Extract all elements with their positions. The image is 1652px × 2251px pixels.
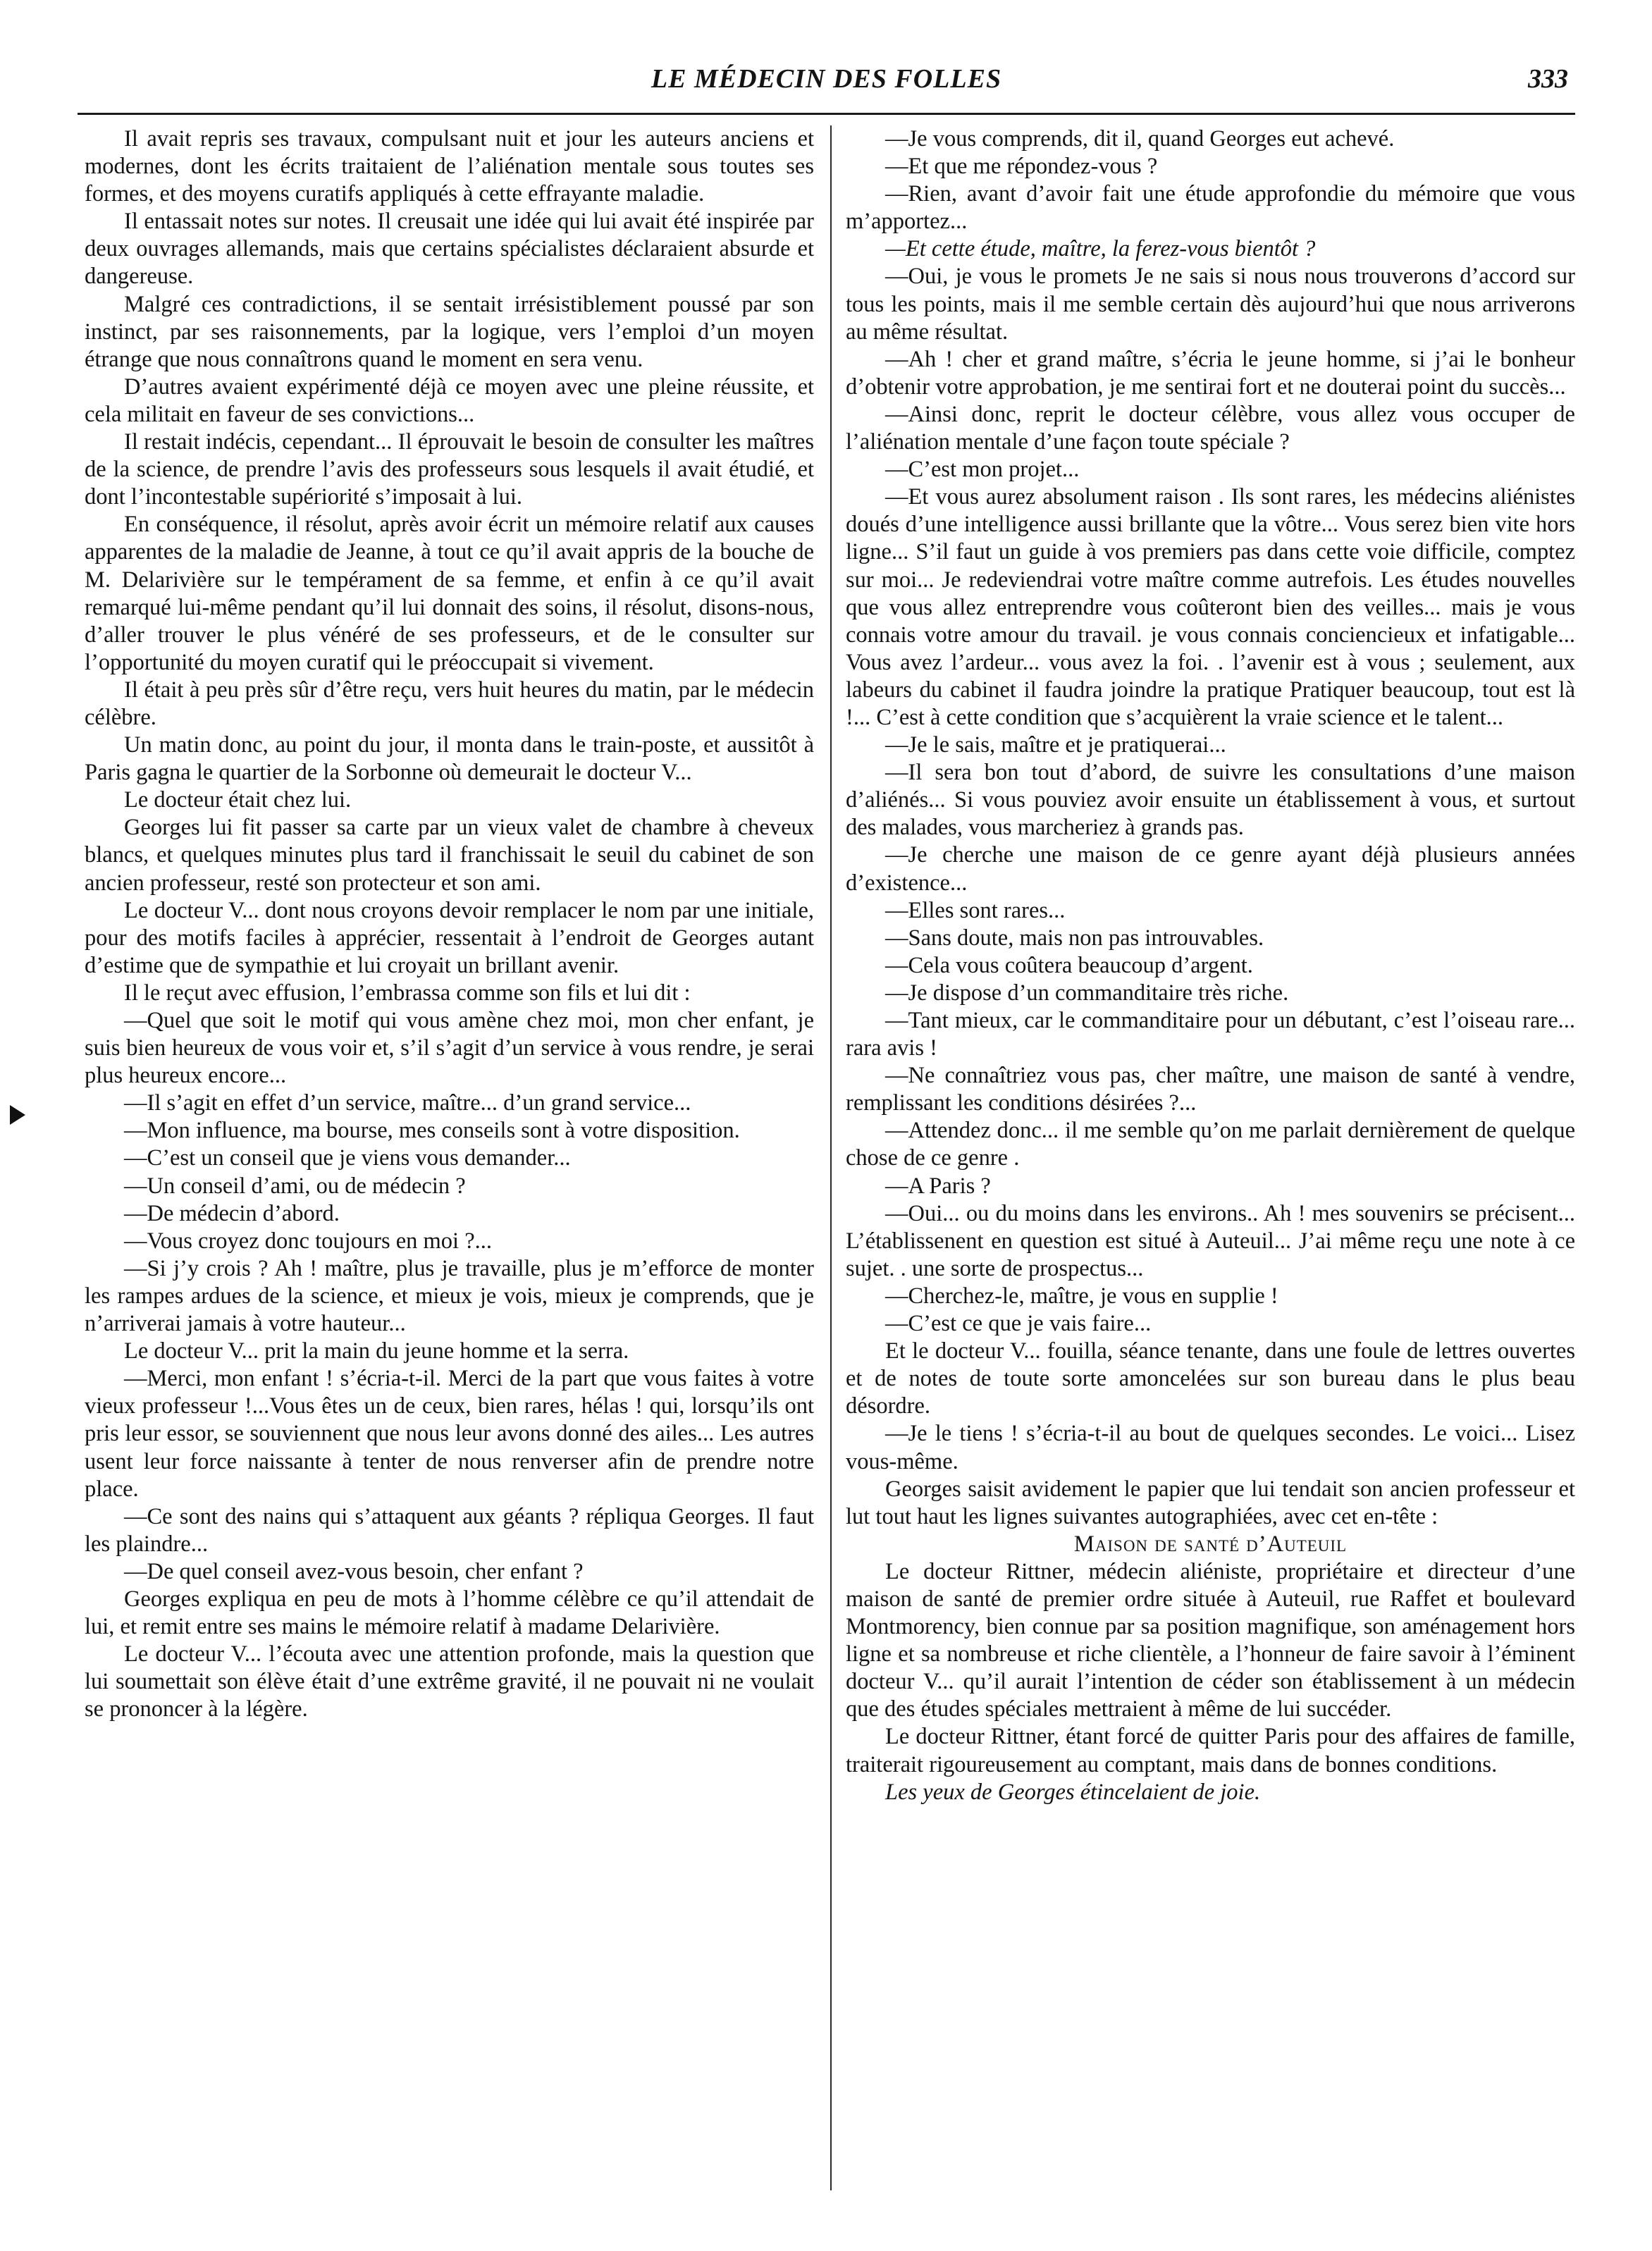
- paragraph: —Oui... ou du moins dans les environs.. Ah ! mes souvenirs se précisent... L’établissenent en question est situé à Auteuil... J’ai même reçu une note à ce sujet. . une sorte de prospectus...: [846, 1200, 1575, 1281]
- left-text-column: [85, 125, 814, 1723]
- paragraph: Georges expliqua en peu de mots à l’homme célèbre ce qu’il attendait de lui, et remit entre ses mains le mémoire relatif à madame Delarivière.: [85, 1586, 814, 1640]
- paragraph: Il avait repris ses travaux, compulsant nuit et jour les auteurs anciens et modernes, dont les écrits traitaient de l’aliénation mentale sous toutes ses formes, et des moyens curatifs appliqués à cette effrayante maladie.: [85, 126, 814, 207]
- paragraph: Le docteur V... dont nous croyons devoir remplacer le nom par une initiale, pour des motifs faciles à apprécier, ressentait à l’endroit de Georges autant d’estime que de sympathie et lui croyait un brillant avenir.: [85, 897, 814, 978]
- column-divider: [830, 125, 832, 2190]
- paragraph: Il restait indécis, cependant... Il éprouvait le besoin de consulter les maîtres de la science, de prendre l’avis des professeurs sous lesquels il avait étudié, et dont l’incontestable supériorité s’imposait à lui.: [85, 429, 814, 510]
- paragraph: —Un conseil d’ami, ou de médecin ?: [124, 1173, 466, 1199]
- paragraph: Le docteur V... prit la main du jeune homme et la serra.: [124, 1338, 629, 1364]
- paragraph: Georges saisit avidement le papier que lui tendait son ancien professeur et lut tout haut les lignes suivantes autographiées, avec cet en-tête :: [846, 1476, 1575, 1529]
- paragraph: —Ainsi donc, reprit le docteur célèbre, vous allez vous occuper de l’aliénation mentale d’une façon toute spéciale ?: [846, 401, 1575, 455]
- paragraph: —Je cherche une maison de ce genre ayant déjà plusieurs années d’existence...: [846, 842, 1575, 896]
- paragraph: —Vous croyez donc toujours en moi ?...: [124, 1228, 493, 1254]
- paragraph: Les yeux de Georges étincelaient de joie.: [885, 1779, 1261, 1805]
- paragraph: Malgré ces contradictions, il se sentait irrésistiblement poussé par son instinct, par ses raisonnements, par la logique, vers l’emploi d’un moyen étrange que nous connaîtrons quand le moment en sera venu.: [85, 291, 814, 372]
- paragraph: —Je le tiens ! s’écria-t-il au bout de quelques secondes. Le voici... Lisez vous-même.: [846, 1421, 1575, 1474]
- paragraph: —A Paris ?: [885, 1173, 991, 1199]
- paragraph: Le docteur Rittner, médecin aliéniste, propriétaire et directeur d’une maison de santé de premier ordre située à Auteuil, rue Raffet et boulevard Montmorency, bien connue par sa position magnifique, son aménagement hors ligne et sa nombreuse et riche clientèle, a l’honneur de faire savoir à l’éminent docteur V... qu’il aurait l’intention de céder son établissement à un médecin que des études spéciales mettraient à même de lui succéder.: [846, 1558, 1575, 1722]
- paragraph: —Et que me répondez-vous ?: [885, 154, 1158, 180]
- paragraph: En conséquence, il résolut, après avoir écrit un mémoire relatif aux causes apparentes de la maladie de Jeanne, à tout ce qu’il avait appris de la bouche de M. Delarivière sur le tempérament de sa femme, et enfin à ce qu’il avait remarqué lui-même pendant qu’il lui donnait des soins, il résolut, disons-nous, d’aller trouver le plus vénéré de ses professeurs, et de le consulter sur l’opportunité du moyen curatif qui le préoccupait si vivement.: [85, 512, 814, 675]
- paragraph: —Ce sont des nains qui s’attaquent aux géants ? répliqua Georges. Il faut les plaindre...: [85, 1503, 814, 1557]
- paragraph: —Cela vous coûtera beaucoup d’argent.: [885, 952, 1253, 978]
- paragraph: —Je dispose d’un commanditaire très riche.: [885, 980, 1289, 1006]
- paragraph: —Merci, mon enfant ! s’écria-t-il. Merci de la part que vous faites à votre vieux professeur !...Vous êtes un de ceux, bien rares, hélas ! qui, lorsqu’ils ont pris leur essor, se souviennent que nous leur avons donné des ailes... Les autres usent leur force naissante à tenter de nous renverser afin de prendre notre place.: [85, 1366, 814, 1502]
- paragraph: Maison de santé d’Auteuil: [1073, 1531, 1348, 1557]
- page-header: [78, 63, 1575, 115]
- paragraph: —Attendez donc... il me semble qu’on me parlait dernièrement de quelque chose de ce genre .: [846, 1118, 1575, 1171]
- paragraph: D’autres avaient expérimenté déjà ce moyen avec une pleine réussite, et cela militait en faveur de ses convictions...: [85, 374, 814, 427]
- paragraph: Et le docteur V... fouilla, séance tenante, dans une foule de lettres ouvertes et de notes de toute sorte amoncelées sur son bureau dans le plus beau désordre.: [846, 1338, 1575, 1419]
- running-title: LE MÉDECIN DES FOLLES: [651, 64, 1002, 94]
- paragraph: —Et cette étude, maître, la ferez-vous bientôt ?: [885, 236, 1316, 262]
- paragraph: Georges lui fit passer sa carte par un vieux valet de chambre à cheveux blancs, et quelques minutes plus tard il franchissait le seuil du cabinet de son ancien professeur, resté son protecteur et son ami.: [85, 815, 814, 896]
- paragraph: Un matin donc, au point du jour, il monta dans le train-poste, et aussitôt à Paris gagna le quartier de la Sorbonne où demeurait le docteur V...: [85, 732, 814, 786]
- page-number: 333: [1528, 64, 1568, 94]
- paragraph: —C’est ce que je vais faire...: [885, 1311, 1152, 1337]
- margin-pointer-mark: [10, 1105, 25, 1125]
- paragraph: Il entassait notes sur notes. Il creusait une idée qui lui avait été inspirée par deux ouvrages allemands, mais que certains spécialistes déclaraient absurde et dangereuse.: [85, 209, 814, 290]
- paragraph: —Quel que soit le motif qui vous amène chez moi, mon cher enfant, je suis bien heureux de vous voir et, s’il s’agit d’un service à vous rendre, je serai plus heureux encore...: [85, 1008, 814, 1089]
- paragraph: —Oui, je vous le promets Je ne sais si nous nous trouverons d’accord sur tous les points, mais il me semble certain dès aujourd’hui que nous arriverons au même résultat.: [846, 264, 1575, 345]
- paragraph: —Il s’agit en effet d’un service, maître... d’un grand service...: [124, 1090, 691, 1116]
- paragraph: —Rien, avant d’avoir fait une étude approfondie du mémoire que vous m’apportez...: [846, 181, 1575, 235]
- paragraph: —Il sera bon tout d’abord, de suivre les consultations d’une maison d’aliénés... Si vous pouviez avoir ensuite un établissement à vous, et surtout des malades, vous marcheriez à grands pas.: [846, 760, 1575, 841]
- paragraph: —Je vous comprends, dit il, quand Georges eut achevé.: [885, 126, 1395, 152]
- paragraph: —Et vous aurez absolument raison . Ils sont rares, les médecins aliénistes doués d’une intelligence aussi brillante que la vôtre... Vous serez bien vite hors ligne... S’il faut un guide à vos premiers pas dans cette voie difficile, comptez sur moi... Je redeviendrai votre maître comme autrefois. Les études nouvelles que vous allez entreprendre vous coûteront bien des veilles... mais je vous connais votre amour du travail. je vous connais conciencieux et infatigable... Vous avez l’ardeur... vous avez la foi. . l’avenir est à vous ; seulement, aux labeurs du cabinet il faudra joindre la pratique Pratiquer beaucoup, tout est là !... C’est à cette condition que s’acquièrent la vraie science et le talent...: [846, 484, 1575, 730]
- paragraph: —Cherchez-le, maître, je vous en supplie !: [885, 1283, 1278, 1309]
- paragraph: —Ne connaîtriez vous pas, cher maître, une maison de santé à vendre, remplissant les conditions désirées ?...: [846, 1063, 1575, 1116]
- paragraph: —Si j’y crois ? Ah ! maître, plus je travaille, plus je m’efforce de monter les rampes ardues de la science, et mieux je vois, mieux je comprends, que je n’arriverai jamais à votre hauteur...: [85, 1255, 814, 1337]
- paragraph: —Je le sais, maître et je pratiquerai...: [885, 732, 1226, 758]
- paragraph: —De médecin d’abord.: [124, 1200, 340, 1226]
- paragraph: —C’est un conseil que je viens vous demander...: [124, 1145, 571, 1171]
- paragraph: —Ah ! cher et grand maître, s’écria le jeune homme, si j’ai le bonheur d’obtenir votre approbation, je me sentirai fort et ne douterai point du succès...: [846, 346, 1575, 400]
- paragraph: Le docteur V... l’écouta avec une attention profonde, mais la question que lui soumettait son élève était d’une extrême gravité, il ne pouvait ni ne voulait se prononcer à la légère.: [85, 1641, 814, 1722]
- paragraph: —C’est mon projet...: [885, 457, 1080, 483]
- right-text-column: [846, 125, 1575, 1806]
- paragraph: —Elles sont rares...: [885, 897, 1066, 923]
- paragraph: —Tant mieux, car le commanditaire pour un débutant, c’est l’oiseau rare... rara avis !: [846, 1008, 1575, 1061]
- paragraph: Le docteur Rittner, étant forcé de quitter Paris pour des affaires de famille, traiterait rigoureusement au comptant, mais dans de bonnes conditions.: [846, 1724, 1575, 1777]
- paragraph: —Sans doute, mais non pas introuvables.: [885, 925, 1264, 951]
- paragraph: Le docteur était chez lui.: [124, 787, 352, 813]
- paragraph: Il était à peu près sûr d’être reçu, vers huit heures du matin, par le médecin célèbre.: [85, 677, 814, 730]
- paragraph: —Mon influence, ma bourse, mes conseils sont à votre disposition.: [124, 1118, 740, 1144]
- paragraph: Il le reçut avec effusion, l’embrassa comme son fils et lui dit :: [124, 980, 691, 1006]
- paragraph: —De quel conseil avez-vous besoin, cher enfant ?: [124, 1558, 584, 1584]
